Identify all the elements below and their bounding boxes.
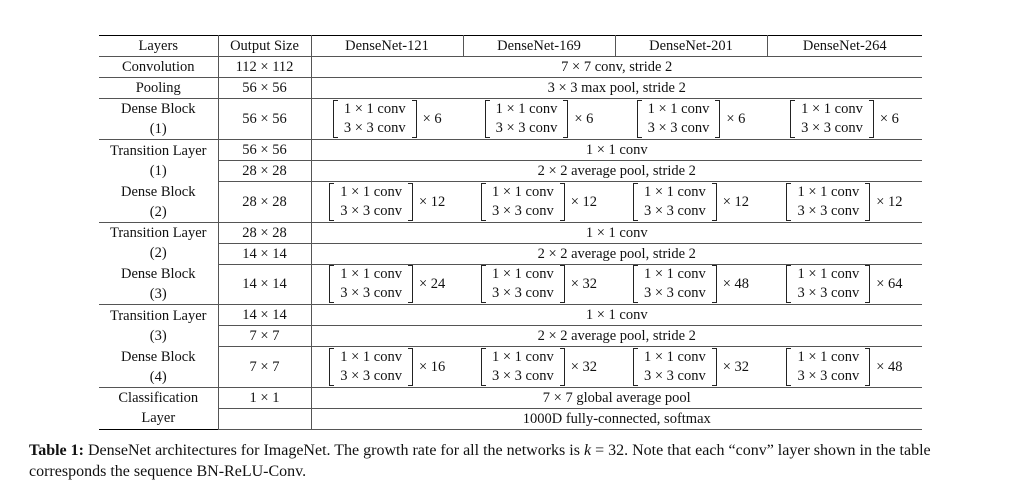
caption-variable: k bbox=[583, 442, 592, 459]
bracket bbox=[481, 348, 565, 386]
table-row bbox=[99, 161, 922, 182]
conv-line-1: 1 × 1 conv bbox=[491, 348, 554, 365]
conv-line-2: 3 × 3 conv bbox=[643, 367, 706, 384]
conv-line-2: 3 × 3 conv bbox=[797, 367, 860, 384]
conv-line-1: 1 × 1 conv bbox=[491, 183, 554, 200]
block-multiplier: × 48 bbox=[876, 358, 903, 375]
table-row bbox=[99, 243, 922, 264]
bracket bbox=[786, 265, 870, 303]
layer-name-line: (3) bbox=[149, 327, 167, 344]
bracket-matrix bbox=[329, 348, 445, 386]
layer-name-line: (1) bbox=[149, 162, 167, 179]
table-row bbox=[99, 305, 922, 326]
layer-name: Pooling bbox=[99, 78, 218, 99]
table-row bbox=[99, 78, 922, 99]
block-multiplier: × 32 bbox=[570, 358, 598, 375]
block-multiplier: × 6 bbox=[879, 111, 899, 127]
bracket bbox=[485, 100, 569, 138]
dense-block-cell bbox=[311, 182, 463, 223]
bracket-matrix bbox=[637, 100, 746, 138]
densenet-architecture-table bbox=[99, 35, 922, 430]
output-size: 28 × 28 bbox=[218, 222, 311, 243]
header-densenet-201: DenseNet-201 bbox=[615, 36, 767, 57]
layer-name bbox=[99, 182, 218, 223]
table-row bbox=[99, 408, 922, 429]
shared-config: 2 × 2 average pool, stride 2 bbox=[311, 161, 922, 182]
bracket bbox=[633, 348, 717, 386]
layer-name-line: (3) bbox=[149, 286, 167, 302]
dense-block-cell bbox=[311, 264, 463, 305]
layer-name bbox=[99, 99, 218, 140]
shared-config: 3 × 3 max pool, stride 2 bbox=[311, 78, 922, 99]
conv-line-1: 1 × 1 conv bbox=[340, 183, 402, 200]
dense-block-cell bbox=[615, 99, 767, 140]
bracket bbox=[329, 183, 413, 221]
bracket-matrix bbox=[481, 265, 597, 303]
block-multiplier: × 16 bbox=[418, 358, 446, 375]
table-row bbox=[99, 264, 922, 305]
bracket bbox=[333, 100, 417, 138]
output-size: 7 × 7 bbox=[218, 326, 311, 347]
layer-name-line: Classification bbox=[118, 390, 199, 406]
layer-name bbox=[99, 305, 218, 347]
conv-line-2: 3 × 3 conv bbox=[491, 367, 554, 384]
block-multiplier: × 64 bbox=[876, 276, 903, 293]
output-size: 28 × 28 bbox=[218, 182, 311, 223]
dense-block-cell bbox=[311, 99, 463, 140]
block-multiplier: × 6 bbox=[726, 111, 746, 127]
layer-name-line: Layer bbox=[141, 410, 176, 426]
table-row bbox=[99, 57, 922, 78]
conv-line-2: 3 × 3 conv bbox=[643, 285, 706, 302]
layer-name-line: Transition Layer bbox=[109, 142, 207, 159]
conv-line-2: 3 × 3 conv bbox=[340, 367, 402, 384]
conv-line-1: 1 × 1 conv bbox=[801, 101, 863, 117]
dense-block-cell bbox=[311, 347, 463, 388]
dense-block-cell bbox=[463, 264, 615, 305]
dense-block-cell bbox=[463, 347, 615, 388]
output-size: 56 × 56 bbox=[218, 140, 311, 161]
block-multiplier: × 12 bbox=[722, 193, 750, 210]
conv-line-2: 3 × 3 conv bbox=[647, 120, 710, 136]
dense-block-cell bbox=[463, 182, 615, 223]
output-size: 14 × 14 bbox=[218, 264, 311, 305]
header-row bbox=[99, 36, 922, 57]
bracket-matrix bbox=[333, 100, 442, 138]
bracket bbox=[329, 265, 413, 303]
output-size: 112 × 112 bbox=[218, 57, 311, 78]
shared-config: 7 × 7 conv, stride 2 bbox=[311, 57, 922, 78]
bracket-matrix bbox=[329, 265, 445, 303]
layer-name-line: Dense Block bbox=[121, 348, 196, 365]
shared-config: 1000D fully-connected, softmax bbox=[311, 408, 922, 429]
conv-line-1: 1 × 1 conv bbox=[797, 348, 860, 365]
conv-line-2: 3 × 3 conv bbox=[797, 285, 860, 302]
shared-config: 1 × 1 conv bbox=[311, 305, 922, 326]
bracket bbox=[786, 348, 870, 386]
dense-block-cell bbox=[767, 182, 922, 223]
bracket bbox=[633, 183, 717, 221]
table-row bbox=[99, 222, 922, 243]
dense-block-cell bbox=[615, 264, 767, 305]
dense-block-cell bbox=[463, 99, 615, 140]
layer-name-line: Transition Layer bbox=[109, 307, 207, 324]
bracket-matrix bbox=[485, 100, 594, 138]
output-size: 14 × 14 bbox=[218, 305, 311, 326]
conv-line-1: 1 × 1 conv bbox=[797, 183, 860, 200]
bracket bbox=[637, 100, 721, 138]
table-row bbox=[99, 347, 922, 388]
bracket-matrix bbox=[329, 183, 445, 221]
conv-line-1: 1 × 1 conv bbox=[797, 266, 860, 283]
caption-label: Table 1: bbox=[29, 442, 84, 459]
caption-text: DenseNet architectures for ImageNet. The growth rate for all the networks is bbox=[83, 442, 584, 459]
conv-line-1: 1 × 1 conv bbox=[343, 101, 406, 117]
bracket bbox=[481, 183, 565, 221]
table-row bbox=[99, 326, 922, 347]
header-output-size: Output Size bbox=[218, 36, 311, 57]
bracket-matrix bbox=[633, 348, 749, 386]
shared-config: 1 × 1 conv bbox=[311, 140, 922, 161]
output-size bbox=[218, 408, 311, 429]
layer-name bbox=[99, 387, 218, 429]
layer-name-line: (2) bbox=[149, 203, 167, 220]
shared-config: 7 × 7 global average pool bbox=[311, 387, 922, 408]
block-multiplier: × 24 bbox=[418, 276, 446, 293]
layer-name-line: Dense Block bbox=[121, 101, 196, 117]
header-densenet-121: DenseNet-121 bbox=[311, 36, 463, 57]
bracket-matrix bbox=[790, 100, 899, 138]
bracket-matrix bbox=[481, 183, 597, 221]
conv-line-2: 3 × 3 conv bbox=[491, 285, 554, 302]
conv-line-2: 3 × 3 conv bbox=[491, 202, 554, 219]
conv-line-1: 1 × 1 conv bbox=[647, 101, 710, 117]
layer-name bbox=[99, 264, 218, 305]
layer-name-line: Dense Block bbox=[121, 183, 196, 200]
table-row bbox=[99, 387, 922, 408]
block-multiplier: × 32 bbox=[570, 276, 598, 293]
block-multiplier: × 6 bbox=[574, 111, 594, 127]
output-size: 28 × 28 bbox=[218, 161, 311, 182]
output-size: 56 × 56 bbox=[218, 99, 311, 140]
bracket bbox=[790, 100, 874, 138]
table-row bbox=[99, 99, 922, 140]
caption-text-end: = 32. Note that each “conv” layer shown in the table corresponds the sequence BN-ReLU-Conv. bbox=[29, 442, 931, 480]
conv-line-2: 3 × 3 conv bbox=[801, 120, 863, 136]
bracket-matrix bbox=[786, 265, 902, 303]
shared-config: 2 × 2 average pool, stride 2 bbox=[311, 243, 922, 264]
block-multiplier: × 32 bbox=[722, 358, 750, 375]
header-densenet-169: DenseNet-169 bbox=[463, 36, 615, 57]
header-layers: Layers bbox=[99, 36, 218, 57]
bracket bbox=[329, 348, 413, 386]
dense-block-cell bbox=[615, 182, 767, 223]
layer-name-line: (4) bbox=[149, 368, 167, 385]
conv-line-2: 3 × 3 conv bbox=[340, 285, 402, 302]
layer-name-line: Dense Block bbox=[121, 266, 196, 282]
conv-line-1: 1 × 1 conv bbox=[491, 266, 554, 283]
bracket bbox=[786, 183, 870, 221]
dense-block-cell bbox=[767, 347, 922, 388]
conv-line-1: 1 × 1 conv bbox=[340, 348, 402, 365]
conv-line-2: 3 × 3 conv bbox=[340, 202, 402, 219]
conv-line-1: 1 × 1 conv bbox=[495, 101, 558, 117]
conv-line-1: 1 × 1 conv bbox=[643, 266, 706, 283]
bracket-matrix bbox=[633, 265, 749, 303]
block-multiplier: × 48 bbox=[722, 276, 750, 293]
dense-block-cell bbox=[767, 264, 922, 305]
shared-config: 2 × 2 average pool, stride 2 bbox=[311, 326, 922, 347]
layer-name: Convolution bbox=[99, 57, 218, 78]
bracket-matrix bbox=[786, 183, 902, 221]
table-row bbox=[99, 182, 922, 223]
layer-name bbox=[99, 140, 218, 182]
bracket-matrix bbox=[633, 183, 749, 221]
table-caption bbox=[29, 440, 1004, 482]
conv-line-2: 3 × 3 conv bbox=[643, 202, 706, 219]
conv-line-2: 3 × 3 conv bbox=[495, 120, 558, 136]
bracket-matrix bbox=[481, 348, 597, 386]
output-size: 1 × 1 bbox=[218, 387, 311, 408]
table-row bbox=[99, 140, 922, 161]
block-multiplier: × 12 bbox=[418, 193, 446, 210]
block-multiplier: × 12 bbox=[570, 193, 598, 210]
block-multiplier: × 12 bbox=[876, 193, 903, 210]
conv-line-1: 1 × 1 conv bbox=[643, 183, 706, 200]
conv-line-2: 3 × 3 conv bbox=[343, 120, 406, 136]
output-size: 56 × 56 bbox=[218, 78, 311, 99]
layer-name-line: Transition Layer bbox=[109, 225, 207, 242]
conv-line-2: 3 × 3 conv bbox=[797, 202, 860, 219]
conv-line-1: 1 × 1 conv bbox=[340, 266, 402, 283]
layer-name bbox=[99, 347, 218, 388]
header-densenet-264: DenseNet-264 bbox=[767, 36, 922, 57]
dense-block-cell bbox=[615, 347, 767, 388]
layer-name bbox=[99, 222, 218, 264]
bracket-matrix bbox=[786, 348, 902, 386]
output-size: 14 × 14 bbox=[218, 243, 311, 264]
layer-name-line: (2) bbox=[149, 245, 167, 262]
output-size: 7 × 7 bbox=[218, 347, 311, 388]
block-multiplier: × 6 bbox=[422, 111, 442, 127]
layer-name-line: (1) bbox=[149, 121, 167, 137]
bracket bbox=[481, 265, 565, 303]
bracket bbox=[633, 265, 717, 303]
conv-line-1: 1 × 1 conv bbox=[643, 348, 706, 365]
dense-block-cell bbox=[767, 99, 922, 140]
shared-config: 1 × 1 conv bbox=[311, 222, 922, 243]
